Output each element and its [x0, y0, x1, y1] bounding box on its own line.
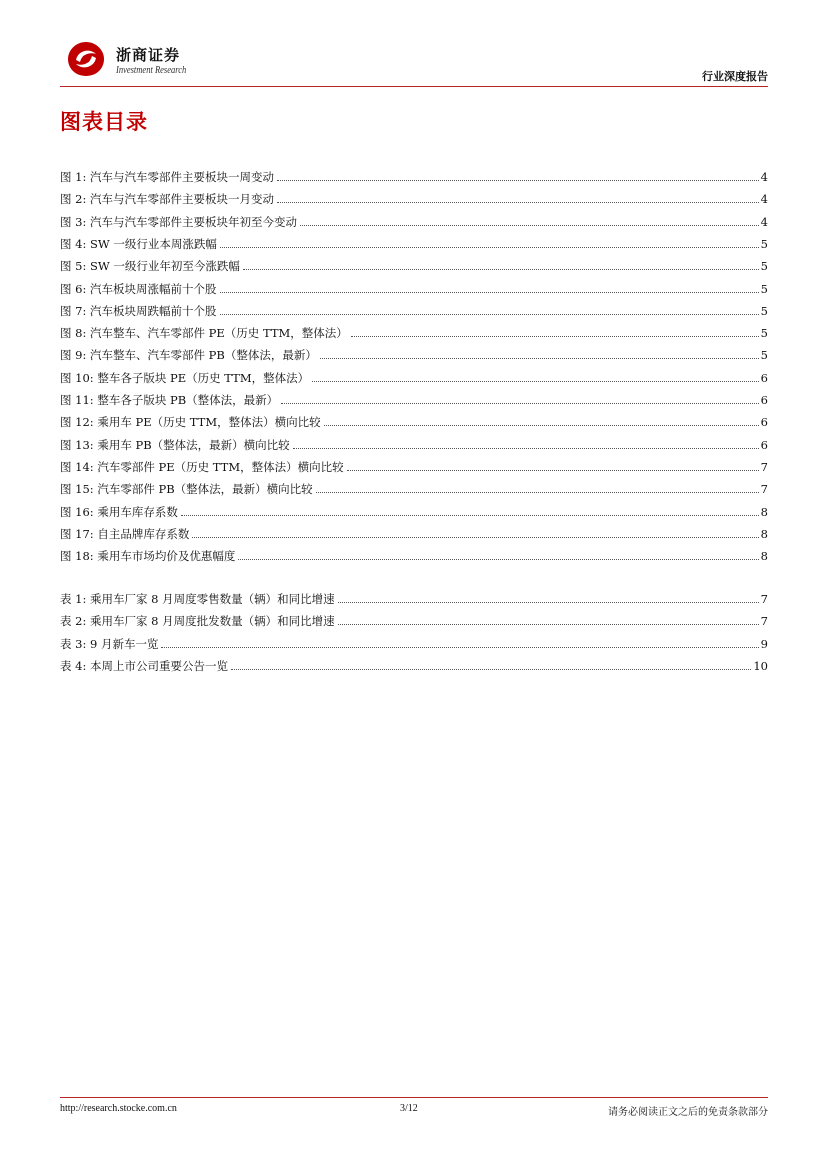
figure-entry-page: 5 — [760, 326, 768, 341]
page-number: 3/12 — [400, 1103, 418, 1114]
dot-leader — [338, 601, 759, 603]
figure-entry-label: 图 8: 汽车整车、汽车零部件 PE（历史 TTM，整体法） — [60, 326, 348, 341]
figure-entry-label: 图 7: 汽车板块周跌幅前十个股 — [60, 303, 217, 318]
figure-entry[interactable] — [60, 346, 768, 364]
dot-leader — [220, 291, 759, 293]
dot-leader — [220, 246, 759, 248]
page-header — [60, 36, 768, 88]
company-logo-icon — [66, 40, 106, 78]
figure-entry-page: 5 — [760, 281, 768, 296]
figure-entry-label: 图 4: SW 一级行业本周涨跌幅 — [60, 236, 217, 251]
figure-entry-page: 6 — [760, 370, 768, 385]
figure-entry-label: 图 15: 汽车零部件 PB（整体法，最新）横向比较 — [60, 482, 313, 497]
figure-entry[interactable] — [60, 436, 768, 454]
dot-leader — [277, 201, 759, 203]
figure-entry[interactable] — [60, 458, 768, 476]
figure-entry[interactable] — [60, 168, 768, 186]
logo-text-en: Investment Research — [116, 65, 187, 76]
figure-entry[interactable] — [60, 302, 768, 320]
figure-entry-page: 4 — [760, 170, 768, 184]
dot-leader — [277, 179, 759, 181]
figure-entry-page: 6 — [760, 415, 768, 430]
figure-entry-page: 5 — [760, 303, 768, 318]
figure-entry-label: 图 10: 整车各子版块 PE（历史 TTM，整体法） — [60, 370, 310, 385]
table-entry-page: 7 — [760, 592, 768, 606]
table-entry-label: 表 3: 9 月新车一览 — [60, 636, 159, 651]
figure-entry-page: 7 — [760, 482, 768, 497]
table-entry-label: 表 4: 本周上市公司重要公告一览 — [60, 658, 229, 673]
dot-leader — [312, 380, 759, 382]
table-entry-page: 10 — [753, 658, 768, 673]
figure-entry[interactable] — [60, 503, 768, 521]
dot-leader — [281, 402, 759, 404]
dot-leader — [293, 447, 759, 449]
table-entry-page: 9 — [760, 636, 768, 651]
figure-entry-label: 图 11: 整车各子版块 PB（整体法，最新） — [60, 393, 279, 407]
figure-entry-label: 图 9: 汽车整车、汽车零部件 PB（整体法，最新） — [60, 348, 317, 363]
figure-entry-label: 图 2: 汽车与汽车零部件主要板块一月变动 — [60, 192, 275, 207]
figure-entry-page: 5 — [760, 259, 768, 274]
figure-entry[interactable] — [60, 324, 768, 342]
figure-entry-label: 图 17: 自主品牌库存系数 — [60, 526, 190, 541]
table-entry[interactable] — [60, 657, 768, 675]
dot-leader — [316, 491, 759, 493]
figure-entry-page: 4 — [760, 214, 768, 229]
page-title: 图表目录 — [60, 110, 148, 134]
footer-url-link[interactable]: http://research.stocke.com.cn — [60, 1103, 177, 1114]
figure-entry[interactable] — [60, 547, 768, 565]
figure-entry[interactable] — [60, 235, 768, 253]
dot-leader — [320, 357, 759, 359]
figure-entry-page: 6 — [760, 437, 768, 452]
dot-leader — [161, 646, 758, 648]
figure-entry-label: 图 6: 汽车板块周涨幅前十个股 — [60, 281, 217, 296]
figure-entry-label: 图 13: 乘用车 PB（整体法，最新）横向比较 — [60, 437, 290, 452]
dot-leader — [181, 514, 759, 516]
figure-entry[interactable] — [60, 280, 768, 298]
table-entry-label: 表 2: 乘用车厂家 8 月周度批发数量（辆）和同比增速 — [60, 614, 335, 629]
figure-entry-label: 图 18: 乘用车市场均价及优惠幅度 — [60, 549, 236, 564]
footer-divider — [60, 1097, 768, 1098]
figure-entry[interactable] — [60, 190, 768, 208]
dot-leader — [351, 335, 759, 337]
figure-entry-page: 4 — [760, 192, 768, 207]
figure-entry[interactable] — [60, 525, 768, 543]
table-entry[interactable] — [60, 612, 768, 630]
table-entry-label: 表 1: 乘用车厂家 8 月周度零售数量（辆）和同比增速 — [60, 592, 335, 606]
footer-disclaimer: 请务必阅读正文之后的免责条款部分 — [608, 1107, 768, 1118]
figure-entry[interactable] — [60, 369, 768, 387]
figure-entry-label: 图 16: 乘用车库存系数 — [60, 504, 178, 519]
figure-entry-page: 5 — [760, 348, 768, 363]
dot-leader — [243, 268, 759, 270]
figure-entry-label: 图 14: 汽车零部件 PE（历史 TTM，整体法）横向比较 — [60, 459, 344, 474]
logo-text-cn: 浙商证券 — [116, 46, 181, 64]
figure-entry-page: 8 — [760, 504, 768, 519]
figure-entry-page: 8 — [760, 549, 768, 564]
figure-entry-page: 8 — [760, 526, 768, 541]
figure-entry-label: 图 3: 汽车与汽车零部件主要板块年初至今变动 — [60, 214, 297, 229]
dot-leader — [338, 623, 759, 625]
figure-entry-label: 图 12: 乘用车 PE（历史 TTM，整体法）横向比较 — [60, 415, 321, 430]
dot-leader — [192, 536, 758, 538]
dot-leader — [300, 224, 759, 226]
figure-entry-label: 图 1: 汽车与汽车零部件主要板块一周变动 — [60, 170, 275, 184]
report-type-label: 行业深度报告 — [702, 70, 768, 83]
dot-leader — [231, 668, 751, 670]
figure-entry-page: 7 — [760, 459, 768, 474]
figure-entry[interactable] — [60, 391, 768, 409]
figure-entry[interactable] — [60, 213, 768, 231]
table-entry[interactable] — [60, 590, 768, 608]
table-entry-page: 7 — [760, 614, 768, 629]
table-entry[interactable] — [60, 635, 768, 653]
dot-leader — [347, 469, 759, 471]
dot-leader — [324, 424, 759, 426]
figure-entry-page: 5 — [760, 236, 768, 251]
figure-entry-page: 6 — [760, 393, 768, 407]
dot-leader — [220, 313, 759, 315]
figure-entry-label: 图 5: SW 一级行业年初至今涨跌幅 — [60, 259, 240, 274]
figure-entry[interactable] — [60, 480, 768, 498]
header-divider — [60, 86, 768, 87]
figure-entry[interactable] — [60, 413, 768, 431]
figure-entry[interactable] — [60, 257, 768, 275]
dot-leader — [238, 558, 758, 560]
